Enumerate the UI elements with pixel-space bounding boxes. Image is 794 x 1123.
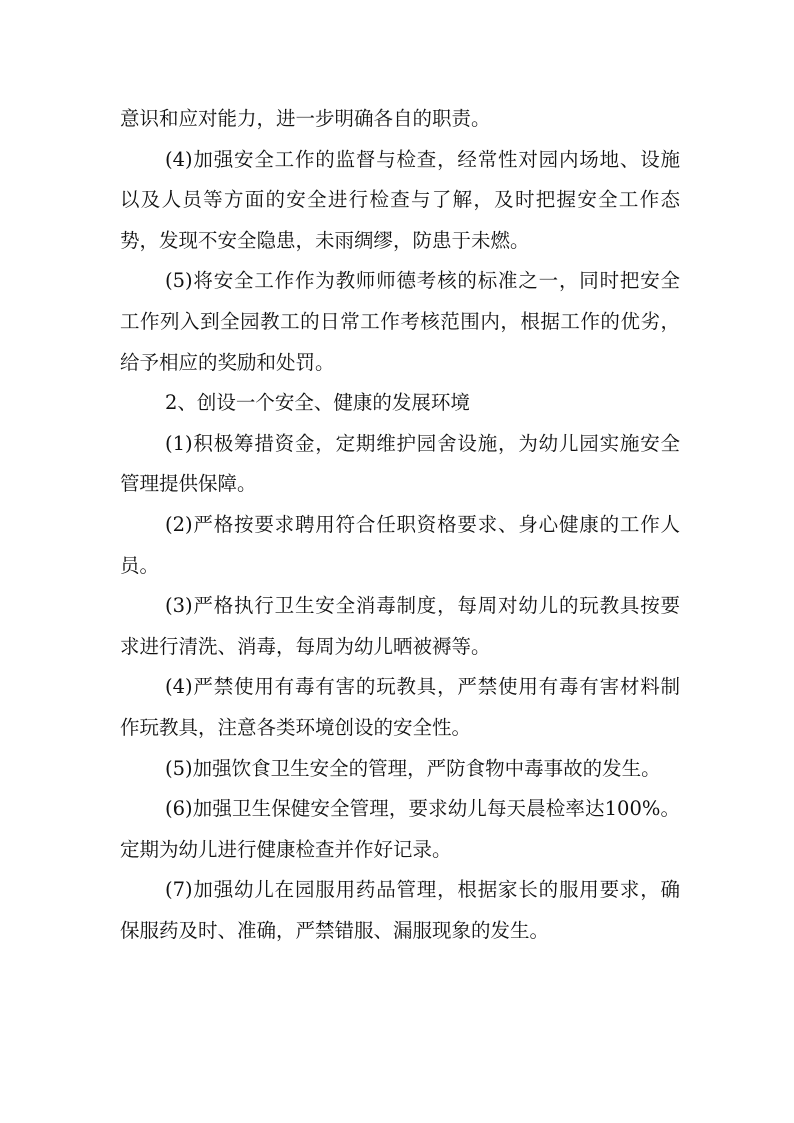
paragraph-item-5-food: (5)加强饮食卫生安全的管理，严防食物中毒事故的发生。 [165,756,661,780]
paragraph-item-6-health: (6)加强卫生保健安全管理，要求幼儿每天晨检率达100%。定期为幼儿进行健康检查并作好记录。 [120,797,680,861]
paragraph-item-5-assessment: (5)将安全工作作为教师师德考核的标准之一，同时把安全工作列入到全园教工的日常工作考核范围内，根据工作的优劣，给予相应的奖励和处罚。 [120,269,680,374]
paragraph-item-2-hiring: (2)严格按要求聘用符合任职资格要求、身心健康的工作人员。 [120,512,680,577]
paragraph-item-1-funding: (1)积极筹措资金，定期维护园舍设施，为幼儿园实施安全管理提供保障。 [120,431,680,496]
section-heading-2: 2、创设一个安全、健康的发展环境 [165,391,470,415]
paragraph-item-4-toys: (4)严禁使用有毒有害的玩教具，严禁使用有毒有害材料制作玩教具，注意各类环境创设的安全性。 [120,675,680,739]
paragraph-item-7-medicine: (7)加强幼儿在园服用药品管理，根据家长的服用要求，确保服药及时、准确，严禁错服、漏服现象的发生。 [120,878,680,942]
paragraph-item-4-supervision: (4)加强安全工作的监督与检查，经常性对园内场地、设施以及人员等方面的安全进行检查与了解，及时把握安全工作态势，发现不安全隐患，未雨绸缪，防患于未燃。 [120,147,680,252]
paragraph-continuation: 意识和应对能力，进一步明确各自的职责。 [120,107,491,130]
document-body [120,99,680,951]
paragraph-item-3-disinfection: (3)严格执行卫生安全消毒制度，每周对幼儿的玩教具按要求进行清洗、消毒，每周为幼儿晒被褥等。 [120,594,680,658]
